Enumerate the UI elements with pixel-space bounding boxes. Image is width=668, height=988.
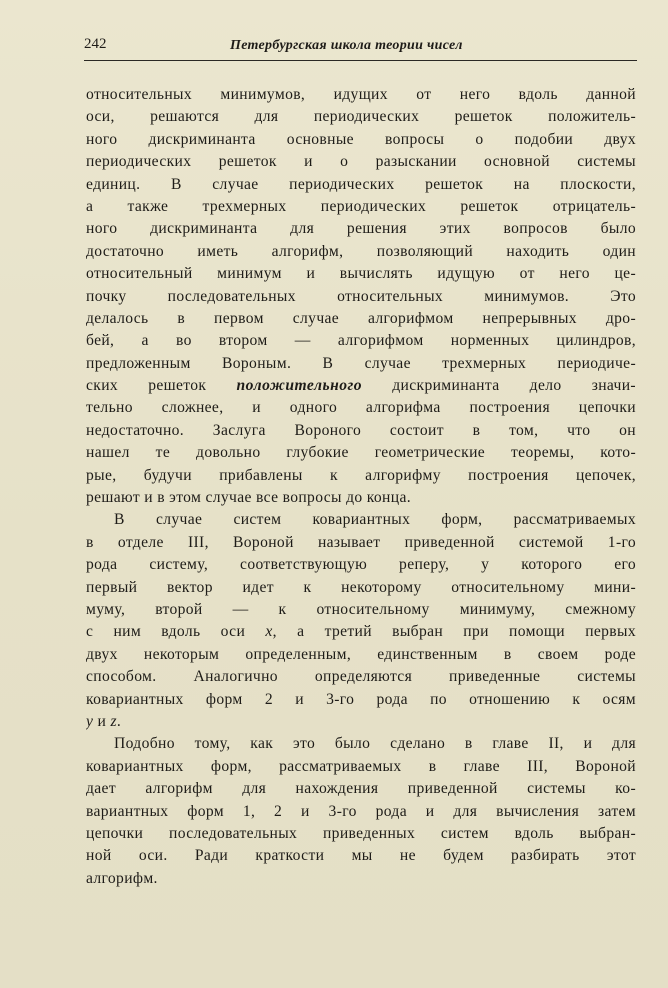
text-fragment: ских решеток (86, 377, 237, 395)
text-line: ного дискриминанта для решения этих вопросов было (86, 220, 636, 238)
math-variable: z (110, 712, 117, 730)
text-line: относительный минимум и вычислять идущую от него це- (86, 265, 636, 283)
text-fragment: , а третий выбран при помощи первых (272, 623, 636, 641)
text-line-with-variable (86, 621, 636, 643)
text-line: почку последовательных относительных минимумов. Это (86, 287, 636, 305)
text-line: а также трехмерных периодических решеток отрицатель- (86, 197, 636, 215)
text-line: предложенным Вороным. В случае трехмерных периодиче- (86, 354, 636, 372)
text-line: относительных минимумов, идущих от него вдоль данной (86, 86, 636, 103)
text-line: оси, решаются для периодических решеток положитель- (86, 108, 636, 126)
text-line: единиц. В случае периодических решеток на плоскости, (86, 175, 636, 193)
text-fragment: дискриминанта дело значи- (362, 377, 636, 395)
text-line: нашел те довольно глубокие геометрические теоремы, кото- (86, 444, 636, 462)
text-line: Подобно тому, как это было сделано в главе II, и для (114, 735, 636, 753)
math-variable: y (86, 712, 94, 730)
text-line: периодических решеток и о разыскании основной системы (86, 153, 636, 171)
text-line: первый вектор идет к некоторому относительному мини- (86, 578, 636, 596)
text-line-with-variables (86, 711, 636, 733)
running-title: Петербургская школа теории чисел (230, 38, 463, 53)
page-number: 242 (84, 36, 107, 52)
text-line: вариантных форм 1, 2 и 3-го рода и для вычисления затем (86, 802, 636, 820)
paragraph-2 (86, 509, 636, 733)
text-line: ковариантных форм, рассматриваемых в главе III, Вороной (86, 757, 636, 775)
text-line: достаточно иметь алгорифм, позволяющий находить один (86, 242, 636, 260)
text-line: ного дискриминанта основные вопросы о подобии двух (86, 130, 636, 148)
emphasized-word: положительного (236, 377, 363, 395)
text-line: муму, второй — к относительному минимуму, смежному (86, 600, 636, 618)
text-line: рые, будучи прибавлены к алгорифму построения цепочек, (86, 466, 636, 484)
text-line: решают и в этом случае все вопросы до конца. (86, 489, 411, 507)
body-text (86, 84, 636, 890)
paragraph-3 (86, 733, 636, 890)
running-head (84, 36, 637, 61)
text-line: ковариантных форм 2 и 3-го рода по отношению к осям (86, 690, 636, 708)
text-line: бей, а во втором — алгорифмом норменных цилиндров, (86, 332, 636, 350)
text-line: делалось в первом случае алгорифмом непрерывных дро- (86, 309, 636, 327)
text-line: алгорифм. (86, 869, 158, 887)
text-line: цепочки последовательных приведенных систем вдоль выбран- (86, 824, 636, 842)
text-line: недостаточно. Заслуга Вороного состоит в том, что он (86, 421, 636, 439)
paragraph-1 (86, 84, 636, 509)
text-line: рода систему, соответствующую реперу, у которого его (86, 556, 636, 574)
text-line: ной оси. Ради краткости мы не будем разбирать этот (86, 847, 636, 865)
text-line: в отделе III, Вороной называет приведенной системой 1-го (86, 533, 636, 551)
text-fragment: с ним вдоль оси (86, 623, 266, 641)
text-line: В случае систем ковариантных форм, рассматриваемых (114, 511, 636, 529)
text-line: способом. Аналогично определяются приведенные системы (86, 668, 636, 686)
text-line: двух некоторым определенным, единственным в своем роде (86, 645, 636, 663)
text-line: дает алгорифм для нахождения приведенной системы ко- (86, 780, 636, 798)
text-line-with-emphasis (86, 375, 636, 397)
text-line: тельно сложнее, и одного алгорифма построения цепочки (86, 399, 636, 417)
text-fragment: и (93, 712, 111, 730)
text-fragment: . (116, 712, 122, 730)
math-variable: x (265, 623, 273, 641)
